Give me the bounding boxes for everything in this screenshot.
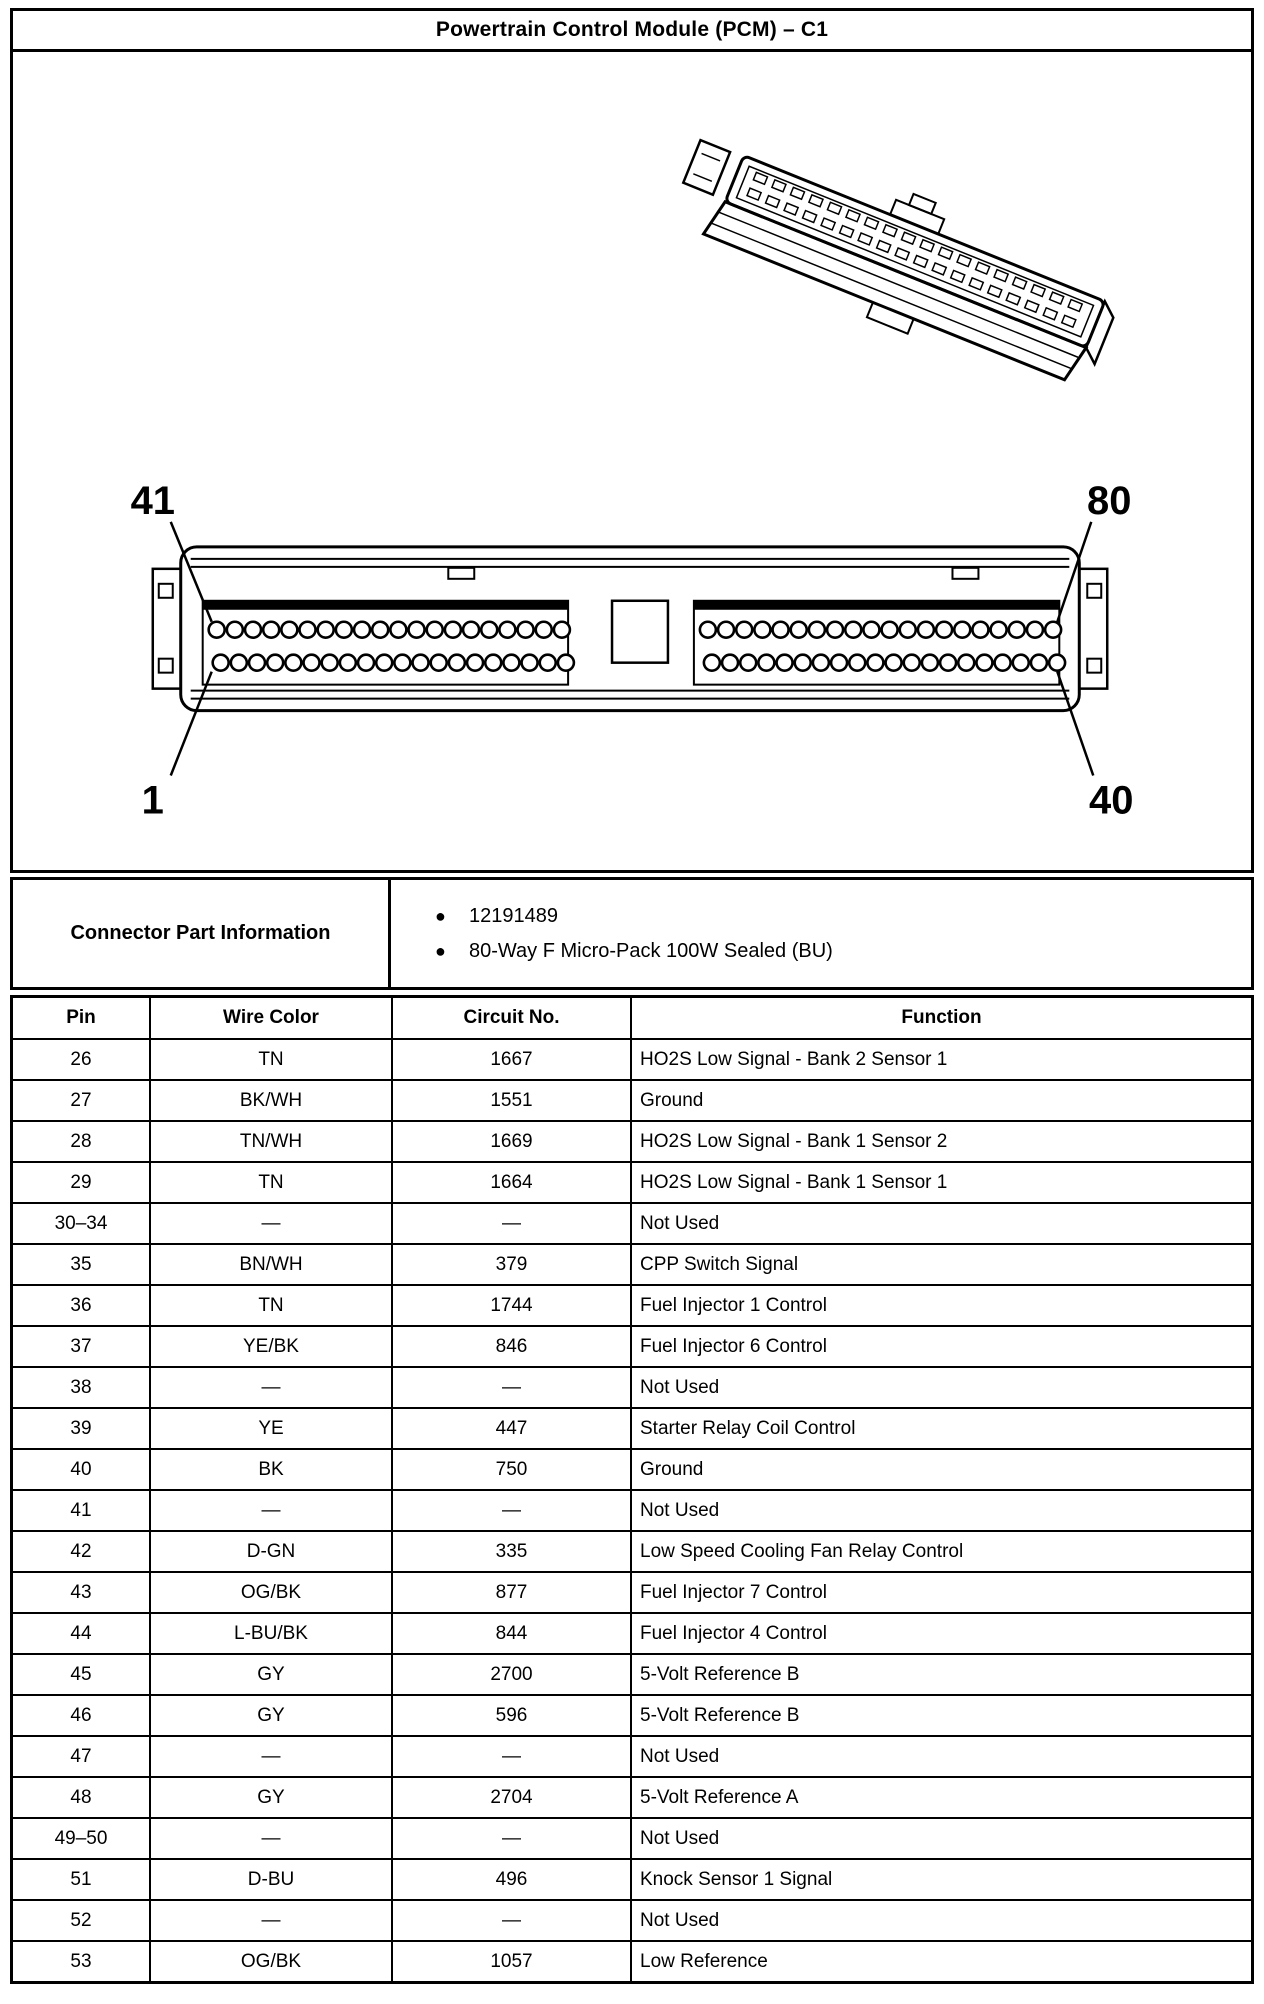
table-cell: GY xyxy=(149,1655,391,1694)
part-description: 80-Way F Micro-Pack 100W Sealed (BU) xyxy=(469,939,833,962)
connector-isometric-view xyxy=(662,112,1128,402)
table-cell: 5-Volt Reference A xyxy=(630,1778,1251,1817)
table-row xyxy=(13,1817,1251,1858)
table-cell: CPP Switch Signal xyxy=(630,1245,1251,1284)
table-cell: Fuel Injector 6 Control xyxy=(630,1327,1251,1366)
table-cell: OG/BK xyxy=(149,1573,391,1612)
table-cell: 49–50 xyxy=(54,1827,108,1849)
table-cell: YE/BK xyxy=(149,1327,391,1366)
table-cell: Fuel Injector 4 Control xyxy=(630,1614,1251,1653)
table-cell: 1667 xyxy=(391,1040,630,1079)
leader-line-40 xyxy=(1057,672,1093,776)
table-cell: 45 xyxy=(70,1663,92,1685)
center-keyway xyxy=(612,601,668,663)
table-row xyxy=(13,1284,1251,1325)
table-cell: 27 xyxy=(70,1089,92,1111)
table-cell: 41 xyxy=(70,1499,92,1521)
leader-line-80 xyxy=(1057,522,1091,622)
table-row xyxy=(13,1120,1251,1161)
table-cell: 48 xyxy=(70,1786,92,1808)
table-cell: 1551 xyxy=(391,1081,630,1120)
table-row xyxy=(13,1899,1251,1940)
pin-40-label: 40 xyxy=(1089,778,1134,823)
table-cell: 1664 xyxy=(391,1163,630,1202)
table-cell: 844 xyxy=(391,1614,630,1653)
table-cell: GY xyxy=(149,1778,391,1817)
table-row xyxy=(13,1571,1251,1612)
table-row xyxy=(13,1612,1251,1653)
table-cell: 46 xyxy=(70,1704,92,1726)
table-cell: — xyxy=(149,1901,391,1940)
table-cell: D-BU xyxy=(149,1860,391,1899)
table-cell: OG/BK xyxy=(149,1942,391,1981)
table-row xyxy=(13,1694,1251,1735)
table-cell: GY xyxy=(149,1696,391,1735)
table-cell: Not Used xyxy=(630,1368,1251,1407)
table-cell: BK xyxy=(149,1450,391,1489)
connector-diagram xyxy=(13,52,1251,870)
table-cell: YE xyxy=(149,1409,391,1448)
table-cell: 5-Volt Reference B xyxy=(630,1655,1251,1694)
part-number-line xyxy=(435,905,1251,928)
table-cell: 846 xyxy=(391,1327,630,1366)
table-cell: — xyxy=(391,1368,630,1407)
col-header-wire-color: Wire Color xyxy=(149,998,391,1038)
table-cell: 53 xyxy=(70,1950,92,1972)
table-cell: 37 xyxy=(70,1335,92,1357)
page-title: Powertrain Control Module (PCM) – C1 xyxy=(13,11,1251,52)
table-cell: — xyxy=(391,1819,630,1858)
part-description-line xyxy=(435,940,1251,963)
table-cell: TN/WH xyxy=(149,1122,391,1161)
bullet-icon: ● xyxy=(435,940,446,961)
table-cell: BN/WH xyxy=(149,1245,391,1284)
table-row xyxy=(13,1407,1251,1448)
table-cell: Not Used xyxy=(630,1901,1251,1940)
pin-cavities-left xyxy=(209,622,574,671)
table-cell: Low Speed Cooling Fan Relay Control xyxy=(630,1532,1251,1571)
table-cell: 1057 xyxy=(391,1942,630,1981)
connector-part-info xyxy=(10,877,1254,990)
table-cell: TN xyxy=(149,1286,391,1325)
table-cell: — xyxy=(149,1368,391,1407)
table-cell: 379 xyxy=(391,1245,630,1284)
table-cell: TN xyxy=(149,1163,391,1202)
table-row xyxy=(13,1202,1251,1243)
col-header-pin: Pin xyxy=(66,1007,96,1028)
connector-diagram-area xyxy=(13,52,1251,870)
table-cell: 447 xyxy=(391,1409,630,1448)
table-cell: HO2S Low Signal - Bank 1 Sensor 2 xyxy=(630,1122,1251,1161)
table-cell: 5-Volt Reference B xyxy=(630,1696,1251,1735)
connector-front-view xyxy=(131,479,1134,823)
connector-section xyxy=(10,8,1254,873)
table-cell: Not Used xyxy=(630,1819,1251,1858)
table-cell: L-BU/BK xyxy=(149,1614,391,1653)
leader-line-41 xyxy=(171,522,212,622)
right-end-cap xyxy=(1079,569,1107,689)
alignment-tab xyxy=(448,568,474,579)
table-cell: 596 xyxy=(391,1696,630,1735)
pinout-table xyxy=(10,995,1254,1984)
table-cell: Not Used xyxy=(630,1491,1251,1530)
table-cell: 35 xyxy=(70,1253,92,1275)
pin-1-label: 1 xyxy=(141,778,164,823)
table-cell: — xyxy=(149,1819,391,1858)
table-row xyxy=(13,1735,1251,1776)
left-end-cap xyxy=(153,569,181,689)
table-cell: — xyxy=(149,1737,391,1776)
table-cell: — xyxy=(149,1204,391,1243)
connector-part-info-details xyxy=(391,880,1251,987)
table-row xyxy=(13,1161,1251,1202)
table-cell: — xyxy=(149,1491,391,1530)
table-cell: 52 xyxy=(70,1909,92,1931)
table-cell: 42 xyxy=(70,1540,92,1562)
table-row xyxy=(13,1940,1251,1981)
table-row xyxy=(13,1776,1251,1817)
table-cell: 750 xyxy=(391,1450,630,1489)
table-header-row xyxy=(13,998,1251,1038)
pin-field-right xyxy=(694,601,1059,685)
table-cell: Ground xyxy=(630,1081,1251,1120)
pin-80-label: 80 xyxy=(1087,478,1132,523)
table-cell: 2700 xyxy=(391,1655,630,1694)
leader-line-1 xyxy=(171,672,212,776)
bullet-icon: ● xyxy=(435,905,446,926)
table-cell: 51 xyxy=(70,1868,92,1890)
alignment-tab xyxy=(952,568,978,579)
manual-page xyxy=(10,8,1254,1984)
connector-part-info-heading: Connector Part Information xyxy=(13,880,391,987)
pin-field-left xyxy=(203,601,568,685)
table-row xyxy=(13,1448,1251,1489)
table-cell: — xyxy=(391,1901,630,1940)
table-cell: 335 xyxy=(391,1532,630,1571)
table-cell: 496 xyxy=(391,1860,630,1899)
table-cell: Starter Relay Coil Control xyxy=(630,1409,1251,1448)
table-cell: Low Reference xyxy=(630,1942,1251,1981)
table-row xyxy=(13,1366,1251,1407)
table-cell: BK/WH xyxy=(149,1081,391,1120)
table-cell: Fuel Injector 1 Control xyxy=(630,1286,1251,1325)
table-row xyxy=(13,1325,1251,1366)
table-cell: 36 xyxy=(70,1294,92,1316)
table-cell: 1669 xyxy=(391,1122,630,1161)
table-row xyxy=(13,1858,1251,1899)
isometric-pin-slots xyxy=(747,172,1082,327)
table-cell: 29 xyxy=(70,1171,92,1193)
table-cell: — xyxy=(391,1737,630,1776)
table-row xyxy=(13,1038,1251,1079)
table-cell: 30–34 xyxy=(54,1212,108,1234)
table-cell: 44 xyxy=(70,1622,92,1644)
table-cell: 38 xyxy=(70,1376,92,1398)
table-cell: 2704 xyxy=(391,1778,630,1817)
table-cell: Ground xyxy=(630,1450,1251,1489)
table-cell: D-GN xyxy=(149,1532,391,1571)
pin-41-label: 41 xyxy=(130,478,175,523)
table-cell: 39 xyxy=(70,1417,92,1439)
col-header-circuit-no: Circuit No. xyxy=(391,998,630,1038)
pin-table-body xyxy=(13,1038,1251,1981)
table-cell: 28 xyxy=(70,1130,92,1152)
table-row xyxy=(13,1243,1251,1284)
pin-cavities-right xyxy=(700,622,1065,671)
table-cell: Knock Sensor 1 Signal xyxy=(630,1860,1251,1899)
table-row xyxy=(13,1489,1251,1530)
table-cell: 877 xyxy=(391,1573,630,1612)
table-row xyxy=(13,1653,1251,1694)
table-cell: Not Used xyxy=(630,1737,1251,1776)
table-cell: 43 xyxy=(70,1581,92,1603)
table-cell: Not Used xyxy=(630,1204,1251,1243)
part-number: 12191489 xyxy=(469,904,558,927)
table-cell: 47 xyxy=(70,1745,92,1767)
table-cell: 40 xyxy=(70,1458,92,1480)
table-cell: HO2S Low Signal - Bank 1 Sensor 1 xyxy=(630,1163,1251,1202)
table-row xyxy=(13,1079,1251,1120)
table-cell: HO2S Low Signal - Bank 2 Sensor 1 xyxy=(630,1040,1251,1079)
col-header-function: Function xyxy=(630,998,1251,1038)
table-cell: Fuel Injector 7 Control xyxy=(630,1573,1251,1612)
table-cell: — xyxy=(391,1204,630,1243)
table-cell: — xyxy=(391,1491,630,1530)
table-row xyxy=(13,1530,1251,1571)
table-cell: 26 xyxy=(70,1048,92,1070)
table-cell: 1744 xyxy=(391,1286,630,1325)
table-cell: TN xyxy=(149,1040,391,1079)
